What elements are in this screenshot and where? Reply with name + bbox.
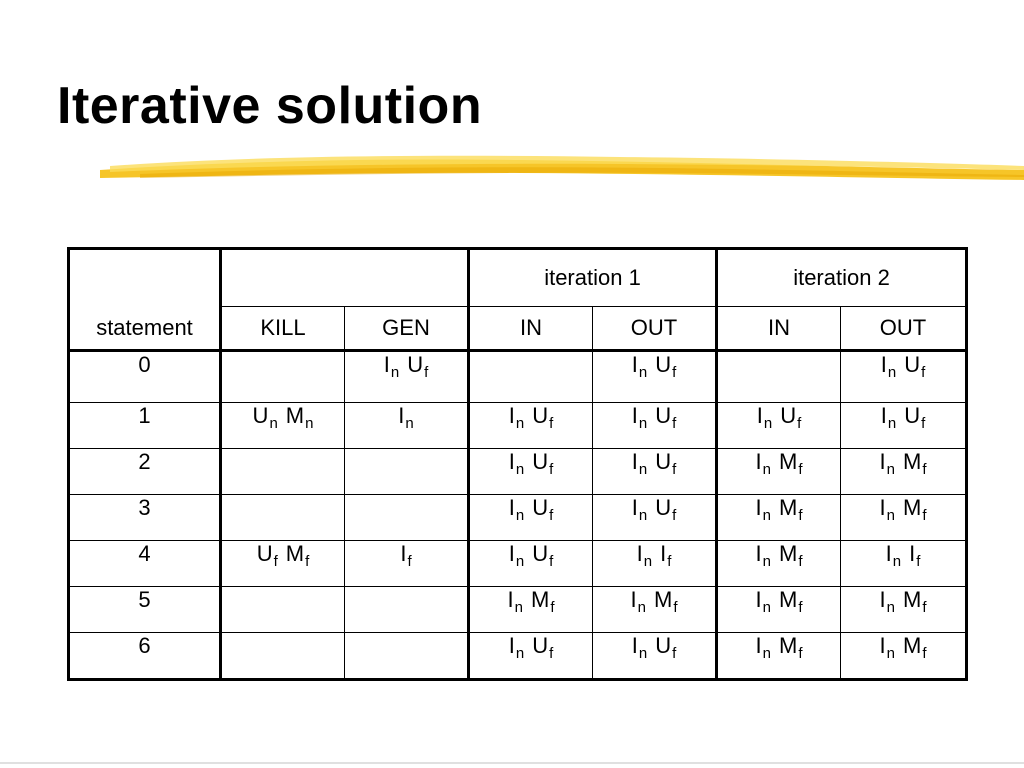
set-symbol: $I_n$: [383, 352, 400, 381]
set-symbol: $I_n$: [636, 541, 653, 570]
gen-cell: [345, 449, 469, 495]
statement-cell: 2: [69, 449, 221, 495]
in2-cell: [717, 587, 841, 633]
header-in-1: IN: [469, 307, 593, 351]
set-symbol: $I_n$: [630, 587, 646, 616]
set-symbol: $I_n$: [885, 541, 902, 570]
set-symbol: $I_f$: [400, 541, 412, 570]
set-symbol: $U_f$: [655, 633, 677, 662]
in2-cell: [717, 449, 841, 495]
header-blank-group: [221, 249, 469, 307]
set-symbol: $M_f$: [902, 495, 927, 524]
set-symbol: $M_f$: [778, 633, 803, 662]
in1-cell: [469, 351, 593, 403]
in1-cell: [469, 449, 593, 495]
kill-cell: [221, 449, 345, 495]
in1-cell: [469, 541, 593, 587]
set-symbol: $I_n$: [755, 587, 771, 616]
set-symbol: $I_n$: [631, 495, 648, 524]
set-symbol: $I_n$: [507, 587, 523, 616]
set-symbol: $I_n$: [879, 587, 895, 616]
set-symbol: $U_f$: [532, 633, 554, 662]
in1-cell: [469, 403, 593, 449]
table-row: [69, 495, 967, 541]
set-symbol: $I_n$: [755, 633, 771, 662]
set-symbol: $U_f$: [532, 403, 554, 432]
in2-cell: [717, 633, 841, 680]
header-in-2: IN: [717, 307, 841, 351]
set-symbol: $I_n$: [880, 352, 897, 381]
highlighter-underline: [100, 148, 1024, 190]
header-gen: GEN: [345, 307, 469, 351]
set-symbol: $U_n$: [252, 403, 278, 432]
set-symbol: $M_f$: [778, 495, 803, 524]
set-symbol: $I_f$: [660, 541, 672, 570]
kill-cell: [221, 587, 345, 633]
set-symbol: $U_f$: [655, 352, 677, 381]
set-symbol: $I_n$: [631, 403, 648, 432]
out1-cell: [593, 587, 717, 633]
out1-cell: [593, 351, 717, 403]
in1-cell: [469, 587, 593, 633]
header-iteration-1: iteration 1: [469, 249, 717, 307]
out2-cell: [841, 541, 967, 587]
set-symbol: $M_f$: [902, 633, 927, 662]
in2-cell: [717, 541, 841, 587]
table-row: [69, 403, 967, 449]
out1-cell: [593, 633, 717, 680]
set-symbol: $I_n$: [631, 633, 648, 662]
set-symbol: $M_n$: [285, 403, 314, 432]
set-symbol: $U_f$: [904, 403, 926, 432]
set-symbol: $M_f$: [778, 541, 803, 570]
statement-cell: 1: [69, 403, 221, 449]
set-symbol: $I_n$: [508, 495, 525, 524]
in2-cell: [717, 495, 841, 541]
table-row: [69, 351, 967, 403]
set-symbol: $U_f$: [407, 352, 429, 381]
set-symbol: $M_f$: [778, 449, 803, 478]
out2-cell: [841, 587, 967, 633]
set-symbol: $I_n$: [631, 352, 648, 381]
set-symbol: $U_f$: [532, 449, 554, 478]
statement-cell: 3: [69, 495, 221, 541]
header-out-1: OUT: [593, 307, 717, 351]
set-symbol: $I_n$: [398, 403, 414, 432]
set-symbol: $M_f$: [285, 541, 310, 570]
set-symbol: $I_n$: [508, 403, 525, 432]
header-statement: statement: [69, 249, 221, 351]
gen-cell: [345, 351, 469, 403]
statement-cell: 4: [69, 541, 221, 587]
set-symbol: $U_f$: [256, 541, 278, 570]
set-symbol: $M_f$: [530, 587, 555, 616]
in2-cell: [717, 403, 841, 449]
in1-cell: [469, 633, 593, 680]
kill-cell: [221, 541, 345, 587]
kill-cell: [221, 403, 345, 449]
statement-cell: 0: [69, 351, 221, 403]
kill-cell: [221, 495, 345, 541]
out2-cell: [841, 633, 967, 680]
out1-cell: [593, 449, 717, 495]
set-symbol: $I_n$: [879, 449, 895, 478]
statement-cell: 6: [69, 633, 221, 680]
in1-cell: [469, 495, 593, 541]
gen-cell: [345, 403, 469, 449]
header-row-groups: [69, 249, 967, 307]
header-iteration-2: iteration 2: [717, 249, 967, 307]
gen-cell: [345, 633, 469, 680]
out2-cell: [841, 449, 967, 495]
table-row: [69, 449, 967, 495]
set-symbol: $I_n$: [755, 495, 771, 524]
table-row: [69, 541, 967, 587]
set-symbol: $I_n$: [508, 541, 525, 570]
set-symbol: $I_n$: [755, 449, 771, 478]
header-kill: KILL: [221, 307, 345, 351]
set-symbol: $I_n$: [508, 449, 525, 478]
header-out-2: OUT: [841, 307, 967, 351]
out2-cell: [841, 403, 967, 449]
gen-cell: [345, 495, 469, 541]
out1-cell: [593, 541, 717, 587]
out2-cell: [841, 351, 967, 403]
set-symbol: $I_n$: [508, 633, 525, 662]
set-symbol: $M_f$: [902, 449, 927, 478]
set-symbol: $U_f$: [655, 403, 677, 432]
set-symbol: $U_f$: [532, 495, 554, 524]
out1-cell: [593, 403, 717, 449]
in2-cell: [717, 351, 841, 403]
set-symbol: $I_f$: [909, 541, 921, 570]
gen-cell: [345, 541, 469, 587]
set-symbol: $I_n$: [755, 541, 771, 570]
set-symbol: $M_f$: [902, 587, 927, 616]
set-symbol: $U_f$: [532, 541, 554, 570]
table-row: [69, 587, 967, 633]
out2-cell: [841, 495, 967, 541]
set-symbol: $U_f$: [655, 449, 677, 478]
set-symbol: $U_f$: [655, 495, 677, 524]
set-symbol: $U_f$: [904, 352, 926, 381]
dataflow-table: [67, 247, 968, 681]
statement-cell: 5: [69, 587, 221, 633]
footer-divider: [0, 762, 1024, 764]
set-symbol: $I_n$: [880, 403, 897, 432]
kill-cell: [221, 351, 345, 403]
set-symbol: $U_f$: [780, 403, 802, 432]
set-symbol: $I_n$: [879, 495, 895, 524]
gen-cell: [345, 587, 469, 633]
table-row: [69, 633, 967, 680]
set-symbol: $M_f$: [778, 587, 803, 616]
set-symbol: $I_n$: [631, 449, 648, 478]
set-symbol: $M_f$: [653, 587, 678, 616]
set-symbol: $I_n$: [879, 633, 895, 662]
slide-title: Iterative solution: [57, 77, 483, 135]
out1-cell: [593, 495, 717, 541]
kill-cell: [221, 633, 345, 680]
set-symbol: $I_n$: [756, 403, 773, 432]
